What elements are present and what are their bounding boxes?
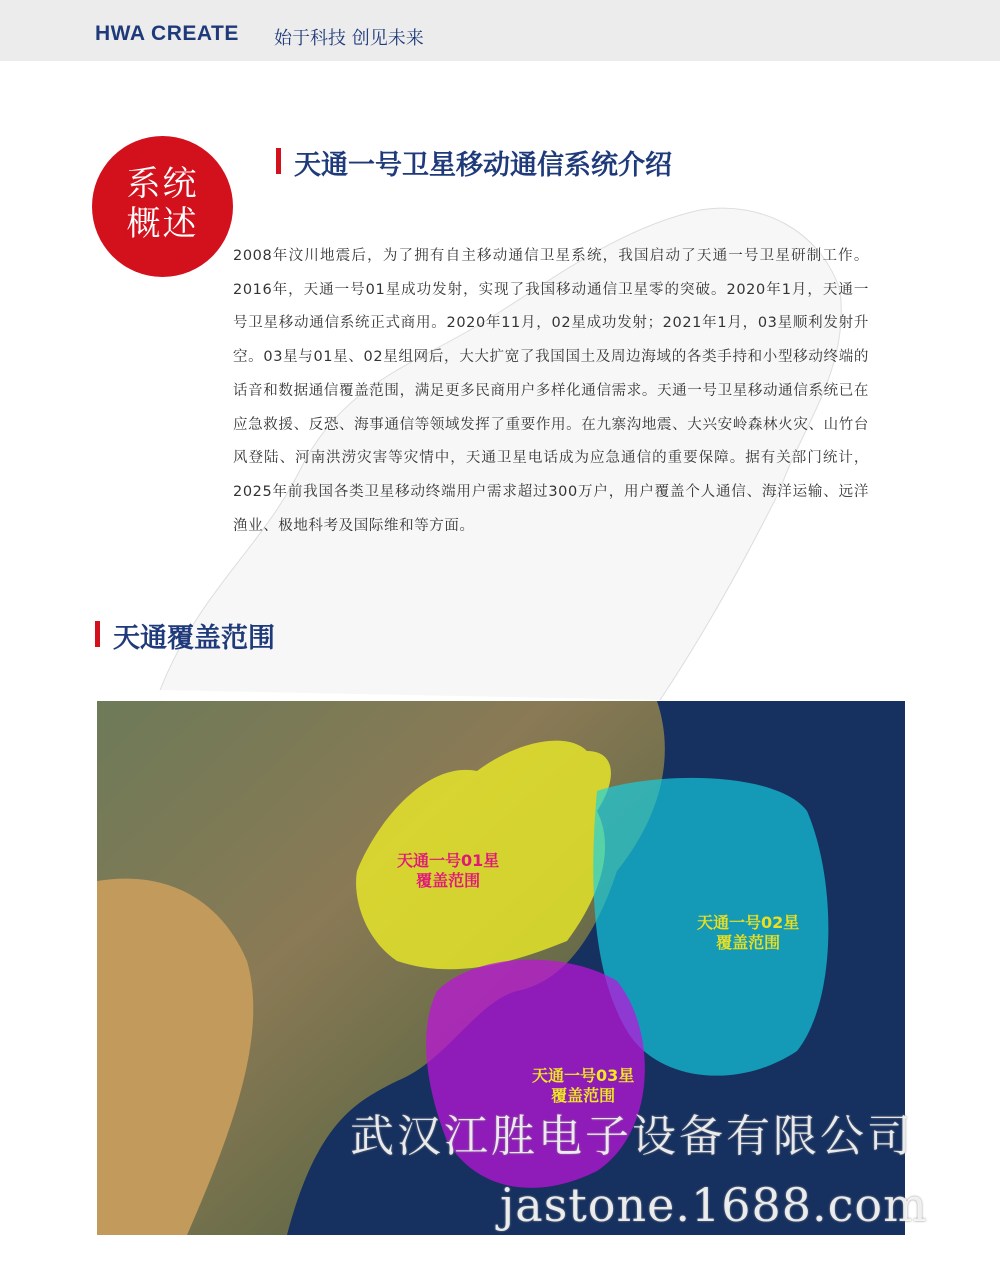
label-sat01: 天通一号01星 覆盖范围: [397, 851, 500, 890]
badge-line2: 概述: [126, 204, 199, 244]
logo: HWA CREATE: [95, 22, 239, 45]
section-badge: [92, 136, 233, 277]
watermark-url: jastone.1688.com: [500, 1178, 928, 1232]
section-title-coverage: 天通覆盖范围: [95, 616, 275, 655]
watermark-company: 武汉江胜电子设备有限公司: [350, 1111, 914, 1162]
label-sat02: 天通一号02星 覆盖范围: [697, 913, 800, 952]
intro-paragraph: 2008年汶川地震后，为了拥有自主移动通信卫星系统，我国启动了天通一号卫星研制工作。2016年，天通一号01星成功发射，实现了我国移动通信卫星零的突破。2020年1月，天通一号卫星移动通信系统正式商用。2020年11月，02星成功发射；2021年1月，03星顺利发射升空。03星与01星、02星组网后，大大扩宽了我国国土及周边海域的各类手持和小型移动终端的话音和数据通信覆盖范围，满足更多民商用户多样化通信需求。天通一号卫星移动通信系统已在应急救援、反恐、海事通信等领域发挥了重要作用。在九寨沟地震、大兴安岭森林火灾、山竹台风登陆、河南洪涝灾害等灾情中，天通卫星电话成为应急通信的重要保障。据有关部门统计，2025年前我国各类卫星移动终端用户需求超过300万户，用户覆盖个人通信、海洋运输、远洋渔业、极地科考及国际维和等方面。: [233, 248, 869, 534]
label-sat03: 天通一号03星 覆盖范围: [532, 1066, 635, 1105]
section-title-intro: 天通一号卫星移动通信系统介绍: [276, 143, 672, 182]
top-bar: [0, 0, 1000, 61]
slogan: 始于科技 创见未来: [274, 28, 424, 49]
badge-line1: 系统: [126, 164, 199, 204]
